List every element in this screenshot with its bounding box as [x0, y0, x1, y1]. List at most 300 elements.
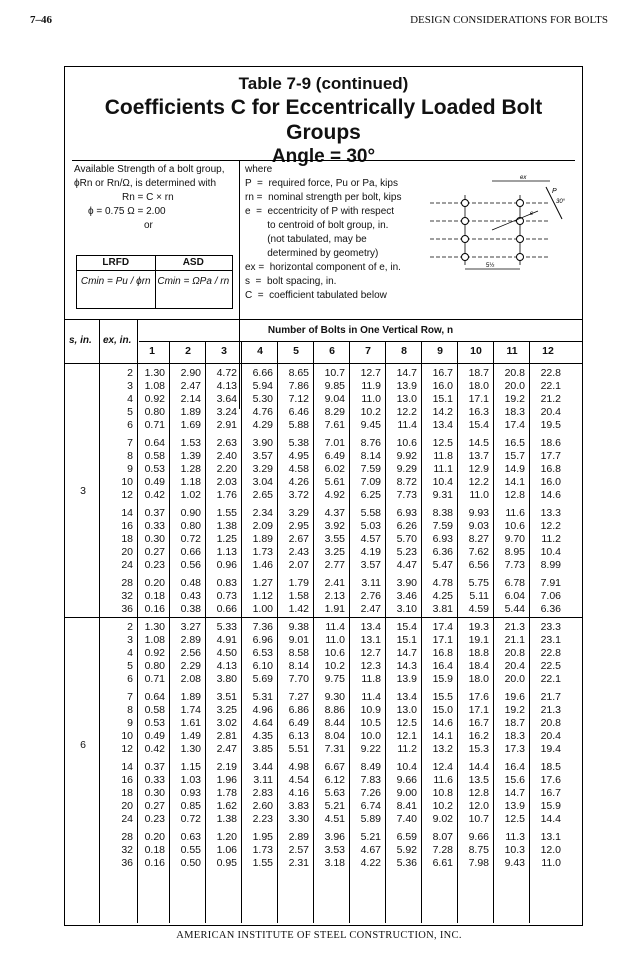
- c-cell: 7.62: [468, 546, 489, 558]
- c-cell: 11.0: [325, 634, 345, 646]
- c-cell: 20.4: [540, 730, 561, 742]
- c-cell: 22.1: [540, 380, 561, 392]
- c-cell: 5.88: [288, 419, 309, 431]
- c-cell: 5.63: [324, 787, 345, 799]
- c-cell: 11.4: [325, 621, 345, 633]
- c-cell: 7.73: [504, 559, 525, 571]
- c-cell: 12.7: [360, 367, 381, 379]
- c-cell: 16.4: [432, 660, 453, 672]
- c-cell: 1.49: [180, 730, 201, 742]
- c-cell: 0.71: [144, 673, 165, 685]
- c-cell: 3.11: [361, 577, 381, 589]
- c-cell: 22.8: [540, 647, 561, 659]
- c-cell: 12.8: [468, 787, 489, 799]
- c-cell: 18.7: [468, 367, 489, 379]
- c-cell: 0.92: [144, 647, 165, 659]
- c-cell: 14.1: [432, 730, 453, 742]
- c-cell: 3.51: [216, 691, 237, 703]
- table-titles: [65, 73, 582, 169]
- c-cell: 14.9: [504, 463, 525, 475]
- c-cell: 0.72: [180, 813, 201, 825]
- c-cell: 6.78: [504, 577, 525, 589]
- c-cell: 11.6: [433, 774, 453, 786]
- c-cell: 0.85: [180, 800, 201, 812]
- c-cell: 10.7: [324, 367, 345, 379]
- c-cell: 9.70: [504, 533, 525, 545]
- c-cell: 16.8: [432, 647, 453, 659]
- c-cell: 9.29: [396, 463, 417, 475]
- c-cell: 8.29: [324, 406, 345, 418]
- c-cell: 0.93: [180, 787, 201, 799]
- c-cell: 9.00: [396, 787, 417, 799]
- ex-cell: 16: [121, 520, 133, 532]
- c-cell: 2.20: [216, 463, 237, 475]
- c-cell: 3.80: [216, 673, 237, 685]
- c-cell: 4.59: [468, 603, 489, 615]
- col-rule: [241, 341, 242, 923]
- c-cell: 18.4: [468, 660, 489, 672]
- c-cell: 0.80: [180, 520, 201, 532]
- ex-cell: 12: [121, 743, 133, 755]
- c-cell: 7.36: [252, 621, 273, 633]
- c-cell: 1.08: [144, 634, 165, 646]
- page-number: 7–46: [30, 14, 52, 26]
- c-cell: 11.0: [541, 857, 561, 869]
- c-cell: 16.2: [468, 730, 489, 742]
- c-cell: 0.30: [144, 787, 165, 799]
- c-cell: 0.37: [144, 761, 165, 773]
- c-cell: 4.13: [216, 380, 237, 392]
- c-cell: 5.47: [432, 559, 453, 571]
- c-cell: 6.53: [252, 647, 273, 659]
- c-cell: 8.72: [396, 476, 417, 488]
- c-cell: 2.31: [288, 857, 309, 869]
- c-cell: 4.64: [252, 717, 273, 729]
- c-cell: 5.75: [468, 577, 489, 589]
- c-cell: 2.63: [216, 437, 237, 449]
- c-cell: 10.3: [504, 844, 525, 856]
- c-cell: 2.56: [180, 647, 201, 659]
- c-cell: 0.37: [144, 507, 165, 519]
- c-cell: 6.49: [324, 450, 345, 462]
- c-cell: 5.44: [504, 603, 525, 615]
- c-cell: 7.31: [324, 743, 345, 755]
- c-cell: 11.1: [433, 463, 453, 475]
- n-header: 4: [257, 345, 263, 357]
- c-cell: 14.7: [396, 647, 417, 659]
- c-cell: 9.22: [360, 743, 381, 755]
- c-cell: 4.25: [432, 590, 453, 602]
- ex-cell: 28: [121, 831, 133, 843]
- ex-cell: 32: [121, 590, 133, 602]
- c-cell: 0.71: [144, 419, 165, 431]
- c-cell: 11.2: [541, 533, 561, 545]
- c-cell: 0.27: [144, 800, 165, 812]
- c-cell: 21.7: [540, 691, 561, 703]
- c-cell: 17.1: [468, 704, 489, 716]
- c-cell: 0.58: [144, 450, 165, 462]
- c-cell: 3.25: [324, 546, 345, 558]
- c-cell: 4.13: [216, 660, 237, 672]
- ex-cell: 2: [127, 367, 133, 379]
- c-cell: 7.73: [396, 489, 417, 501]
- col-rule: [169, 341, 170, 923]
- c-cell: 12.4: [432, 761, 453, 773]
- c-cell: 7.83: [360, 774, 381, 786]
- c-cell: 6.93: [432, 533, 453, 545]
- c-cell: 2.34: [252, 507, 273, 519]
- c-cell: 3.10: [396, 603, 417, 615]
- c-cell: 1.78: [216, 787, 237, 799]
- c-cell: 20.0: [504, 380, 525, 392]
- col-rule: [457, 341, 458, 923]
- n-header: 1: [149, 345, 155, 357]
- c-cell: 17.3: [504, 743, 525, 755]
- table-frame: [64, 66, 583, 926]
- c-cell: 5.36: [396, 857, 417, 869]
- c-cell: 20.4: [504, 660, 525, 672]
- col-rule: [277, 341, 278, 923]
- c-cell: 4.22: [360, 857, 381, 869]
- col-s-header: s, in.: [69, 335, 92, 346]
- c-cell: 13.1: [360, 634, 381, 646]
- c-cell: 2.47: [360, 603, 381, 615]
- c-cell: 10.2: [324, 660, 345, 672]
- c-cell: 0.90: [180, 507, 201, 519]
- c-cell: 10.4: [432, 476, 453, 488]
- c-cell: 8.07: [432, 831, 453, 843]
- col-rule: [421, 341, 422, 923]
- c-cell: 2.47: [180, 380, 201, 392]
- c-cell: 2.40: [216, 450, 237, 462]
- c-cell: 1.95: [252, 831, 273, 843]
- lrfd-label: LRFD: [102, 257, 130, 268]
- c-cell: 1.02: [180, 489, 201, 501]
- c-cell: 0.16: [144, 603, 165, 615]
- c-cell: 15.4: [468, 419, 489, 431]
- c-cell: 9.01: [288, 634, 309, 646]
- c-cell: 7.59: [360, 463, 381, 475]
- c-cell: 5.51: [288, 743, 309, 755]
- c-cell: 9.85: [324, 380, 345, 392]
- c-cell: 0.66: [180, 546, 201, 558]
- c-cell: 1.25: [216, 533, 237, 545]
- c-cell: 18.0: [468, 673, 489, 685]
- c-cell: 17.7: [540, 450, 561, 462]
- c-cell: 0.63: [180, 831, 201, 843]
- ex-cell: 7: [127, 691, 133, 703]
- c-cell: 6.56: [468, 559, 489, 571]
- c-cell: 10.0: [360, 730, 381, 742]
- n-header: 7: [365, 345, 371, 357]
- c-cell: 2.90: [180, 367, 201, 379]
- c-cell: 16.0: [540, 476, 561, 488]
- c-cell: 8.76: [360, 437, 381, 449]
- ex-cell: 20: [121, 546, 133, 558]
- n-header: 5: [293, 345, 299, 357]
- c-cell: 2.89: [180, 634, 201, 646]
- c-cell: 3.53: [324, 844, 345, 856]
- c-cell: 19.3: [468, 621, 489, 633]
- c-cell: 13.9: [396, 673, 417, 685]
- c-cell: 0.55: [180, 844, 201, 856]
- c-cell: 3.85: [252, 743, 273, 755]
- c-cell: 10.2: [432, 800, 453, 812]
- c-cell: 7.01: [324, 437, 345, 449]
- c-cell: 7.59: [432, 520, 453, 532]
- c-cell: 2.23: [252, 813, 273, 825]
- header-rule-bottom: [65, 363, 582, 364]
- col-rule: [493, 341, 494, 923]
- c-cell: 12.9: [468, 463, 489, 475]
- c-cell: 9.66: [396, 774, 417, 786]
- c-cell: 4.19: [360, 546, 381, 558]
- c-cell: 3.72: [288, 489, 309, 501]
- c-cell: 2.14: [180, 393, 201, 405]
- c-cell: 1.62: [216, 800, 237, 812]
- c-cell: 0.64: [144, 691, 165, 703]
- c-cell: 1.30: [144, 367, 165, 379]
- c-cell: 3.92: [324, 520, 345, 532]
- c-cell: 6.46: [288, 406, 309, 418]
- c-cell: 14.4: [468, 761, 489, 773]
- c-cell: 9.30: [324, 691, 345, 703]
- c-cell: 10.7: [468, 813, 489, 825]
- c-cell: 0.33: [144, 520, 165, 532]
- ex-cell: 7: [127, 437, 133, 449]
- c-cell: 11.2: [397, 743, 417, 755]
- c-cell: 7.09: [360, 476, 381, 488]
- c-cell: 4.50: [216, 647, 237, 659]
- c-cell: 1.13: [216, 546, 237, 558]
- c-cell: 3.18: [324, 857, 345, 869]
- c-cell: 17.1: [432, 634, 453, 646]
- c-cell: 0.72: [180, 533, 201, 545]
- c-cell: 18.6: [540, 437, 561, 449]
- c-cell: 1.38: [216, 520, 237, 532]
- c-cell: 8.75: [468, 844, 489, 856]
- s-cell: 6: [80, 738, 86, 751]
- spacing-label: 5½: [486, 263, 495, 269]
- c-cell: 3.64: [216, 393, 237, 405]
- c-cell: 3.90: [396, 577, 417, 589]
- c-cell: 2.89: [288, 831, 309, 843]
- c-cell: 6.74: [360, 800, 381, 812]
- def-line: (not tabulated, may be: [245, 234, 367, 245]
- c-cell: 16.5: [504, 437, 525, 449]
- c-cell: 0.80: [144, 660, 165, 672]
- c-cell: 14.3: [396, 660, 417, 672]
- c-cell: 6.26: [396, 520, 417, 532]
- c-cell: 5.33: [216, 621, 237, 633]
- c-cell: 0.33: [144, 774, 165, 786]
- c-cell: 11.0: [469, 489, 489, 501]
- c-cell: 6.93: [396, 507, 417, 519]
- c-cell: 9.38: [288, 621, 309, 633]
- c-cell: 12.7: [360, 647, 381, 659]
- c-cell: 8.95: [504, 546, 525, 558]
- c-cell: 1.18: [180, 476, 201, 488]
- c-cell: 0.20: [144, 577, 165, 589]
- c-cell: 1.73: [252, 546, 273, 558]
- c-cell: 0.53: [144, 717, 165, 729]
- c-cell: 12.2: [468, 476, 489, 488]
- page-footer: AMERICAN INSTITUTE OF STEEL CONSTRUCTION, INC.: [176, 930, 462, 941]
- c-cell: 3.81: [432, 603, 453, 615]
- c-cell: 6.10: [252, 660, 273, 672]
- c-cell: 6.12: [324, 774, 345, 786]
- c-cell: 4.98: [288, 761, 309, 773]
- c-cell: 2.76: [360, 590, 381, 602]
- def-line: ex = horizontal component of e, in.: [245, 262, 401, 273]
- ex-cell: 10: [121, 730, 133, 742]
- c-cell: 1.08: [144, 380, 165, 392]
- c-cell: 18.7: [504, 717, 525, 729]
- c-cell: 0.66: [216, 603, 237, 615]
- c-cell: 19.2: [504, 393, 525, 405]
- c-cell: 13.9: [504, 800, 525, 812]
- c-cell: 1.96: [216, 774, 237, 786]
- ex-cell: 4: [127, 393, 133, 405]
- c-cell: 12.0: [540, 844, 561, 856]
- c-cell: 11.8: [361, 673, 381, 685]
- c-cell: 17.4: [504, 419, 525, 431]
- c-cell: 6.66: [252, 367, 273, 379]
- c-cell: 2.43: [288, 546, 309, 558]
- c-cell: 0.42: [144, 743, 165, 755]
- c-cell: 2.09: [252, 520, 273, 532]
- c-cell: 7.27: [288, 691, 309, 703]
- c-cell: 17.4: [432, 621, 453, 633]
- c-cell: 3.90: [252, 437, 273, 449]
- c-cell: 4.51: [324, 813, 345, 825]
- c-cell: 0.18: [144, 590, 165, 602]
- c-cell: 12.8: [504, 489, 525, 501]
- angle-label: 30°: [556, 199, 566, 205]
- c-cell: 3.29: [288, 507, 309, 519]
- c-cell: 17.1: [468, 393, 489, 405]
- c-cell: 9.04: [324, 393, 345, 405]
- c-cell: 9.92: [396, 450, 417, 462]
- c-cell: 0.23: [144, 813, 165, 825]
- c-cell: 1.91: [324, 603, 345, 615]
- n-header: 3: [221, 345, 227, 357]
- c-cell: 6.13: [288, 730, 309, 742]
- c-cell: 0.80: [144, 406, 165, 418]
- c-cell: 1.00: [252, 603, 273, 615]
- c-cell: 22.5: [540, 660, 561, 672]
- c-cell: 6.25: [360, 489, 381, 501]
- c-cell: 13.2: [432, 743, 453, 755]
- n-header: 6: [329, 345, 335, 357]
- c-cell: 7.98: [468, 857, 489, 869]
- c-cell: 10.5: [360, 717, 381, 729]
- c-cell: 2.19: [216, 761, 237, 773]
- c-cell: 6.36: [432, 546, 453, 558]
- c-cell: 10.8: [432, 787, 453, 799]
- c-cell: 1.53: [180, 437, 201, 449]
- c-cell: 10.4: [540, 546, 561, 558]
- c-cell: 15.9: [540, 800, 561, 812]
- c-cell: 4.72: [216, 367, 237, 379]
- c-cell: 13.1: [540, 831, 561, 843]
- c-cell: 1.39: [180, 450, 201, 462]
- c-cell: 14.5: [468, 437, 489, 449]
- c-cell: 1.89: [252, 533, 273, 545]
- asd-label: ASD: [182, 257, 204, 268]
- c-cell: 19.2: [504, 704, 525, 716]
- c-cell: 3.44: [252, 761, 273, 773]
- c-cell: 17.6: [468, 691, 489, 703]
- c-cell: 11.4: [397, 419, 417, 431]
- col-rule-s: [99, 319, 100, 923]
- c-cell: 6.36: [540, 603, 561, 615]
- c-cell: 14.6: [432, 717, 453, 729]
- note-line: Rn = C × rn: [122, 192, 174, 203]
- c-cell: 5.31: [252, 691, 273, 703]
- c-cell: 2.95: [288, 520, 309, 532]
- c-cell: 19.6: [504, 691, 525, 703]
- c-cell: 4.16: [288, 787, 309, 799]
- c-cell: 1.58: [288, 590, 309, 602]
- def-line: e = eccentricity of P with respect: [245, 206, 395, 217]
- ex-cell: 32: [121, 844, 133, 856]
- c-cell: 4.95: [288, 450, 309, 462]
- c-cell: 0.49: [144, 730, 165, 742]
- c-cell: 8.27: [468, 533, 489, 545]
- c-cell: 1.06: [216, 844, 237, 856]
- c-cell: 9.66: [468, 831, 489, 843]
- c-cell: 1.15: [180, 761, 201, 773]
- n-header: 10: [470, 345, 482, 357]
- c-cell: 8.14: [288, 660, 309, 672]
- strength-notes: [74, 163, 234, 233]
- c-cell: 1.74: [180, 704, 201, 716]
- c-cell: 3.11: [253, 774, 273, 786]
- where-label: where: [245, 164, 273, 175]
- c-cell: 6.04: [504, 590, 525, 602]
- c-cell: 14.7: [396, 367, 417, 379]
- c-cell: 0.48: [180, 577, 201, 589]
- c-cell: 16.8: [540, 463, 561, 475]
- c-cell: 18.3: [504, 730, 525, 742]
- c-cell: 10.2: [360, 406, 381, 418]
- table-angle: Angle = 30°: [271, 146, 376, 167]
- c-cell: 8.58: [288, 647, 309, 659]
- c-cell: 0.64: [144, 437, 165, 449]
- def-line: P = required force, Pu or Pa, kips: [245, 178, 398, 189]
- col-rule: [529, 341, 530, 923]
- c-cell: 5.92: [396, 844, 417, 856]
- c-cell: 3.96: [324, 831, 345, 843]
- header-rule-top: [65, 319, 582, 320]
- c-cell: 8.44: [324, 717, 345, 729]
- c-cell: 15.6: [504, 774, 525, 786]
- ex-cell: 5: [127, 660, 133, 672]
- c-cell: 9.75: [324, 673, 345, 685]
- note-line: ϕ = 0.75 Ω = 2.00: [88, 206, 166, 217]
- c-cell: 14.6: [540, 489, 561, 501]
- c-cell: 12.5: [432, 437, 453, 449]
- c-cell: 4.92: [324, 489, 345, 501]
- c-cell: 8.14: [360, 450, 381, 462]
- c-cell: 11.8: [433, 450, 453, 462]
- n-header: 12: [542, 345, 554, 357]
- c-cell: 5.69: [252, 673, 273, 685]
- ex-cell: 8: [127, 450, 133, 462]
- ex-cell: 24: [121, 559, 133, 571]
- c-cell: 10.4: [396, 761, 417, 773]
